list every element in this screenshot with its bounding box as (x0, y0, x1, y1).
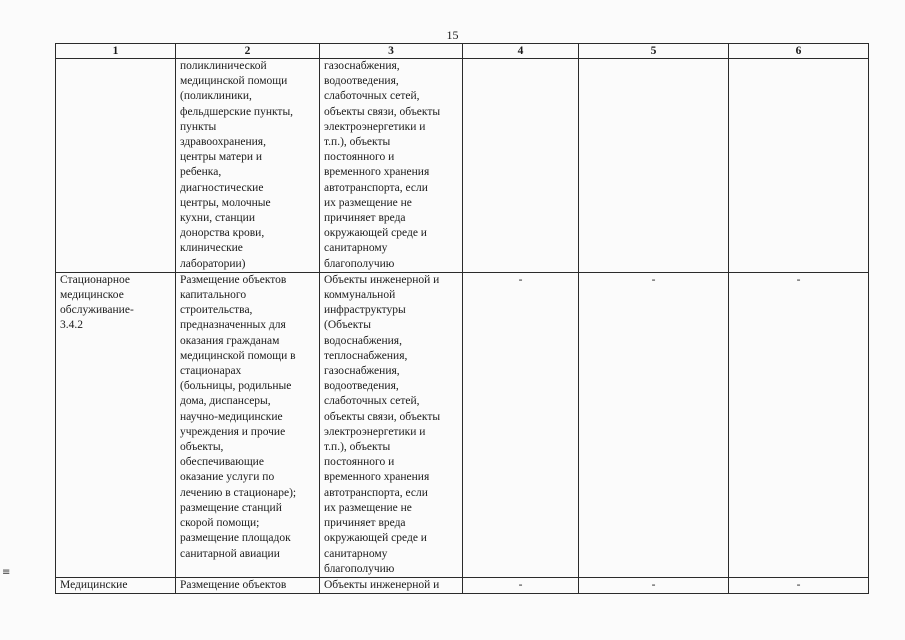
table-cell-use-type: Стационарное медицинское обслуживание- 3.4.2 (56, 272, 176, 577)
column-header-5: 5 (579, 44, 729, 59)
table-cell-col4: - (463, 272, 579, 577)
column-header-2: 2 (176, 44, 320, 59)
table-cell-col6: - (729, 577, 869, 593)
column-header-4: 4 (463, 44, 579, 59)
table-cell-col5 (579, 59, 729, 273)
regulations-table (55, 43, 869, 594)
table-cell-use-type (56, 59, 176, 273)
edge-mark: ≡ (2, 567, 11, 578)
table-cell-auxiliary: Объекты инженерной и (320, 577, 463, 593)
table-cell-col6 (729, 59, 869, 273)
column-header-3: 3 (320, 44, 463, 59)
table-row (56, 577, 869, 593)
table-cell-description: поликлинической медицинской помощи (поликлиники, фельдшерские пункты, пункты здравоохранения, центры матери и ребенка, диагностические центры, молочные кухни, станции донорства крови, клинические лаборатории) (176, 59, 320, 273)
table-cell-auxiliary: газоснабжения, водоотведения, слаботочных сетей, объекты связи, объекты электроэнергетики и т.п.), объекты постоянного и временного хранения автотранспорта, если их размещение не причиняет вреда окружающей среде и санитарному благополучию (320, 59, 463, 273)
table-cell-col5: - (579, 272, 729, 577)
table-cell-col6: - (729, 272, 869, 577)
table-cell-col4 (463, 59, 579, 273)
table-cell-description: Размещение объектов (176, 577, 320, 593)
page-number: 15 (446, 28, 459, 42)
table-row (56, 59, 869, 273)
table-header-row (56, 44, 869, 59)
table-cell-col5: - (579, 577, 729, 593)
table-cell-use-type: Медицинские (56, 577, 176, 593)
table-cell-col4: - (463, 577, 579, 593)
column-header-1: 1 (56, 44, 176, 59)
table-cell-auxiliary: Объекты инженерной и коммунальной инфраструктуры (Объекты водоснабжения, теплоснабжения, газоснабжения, водоотведения, слаботочных сетей, объекты связи, объекты электроэнергетики и т.п.), объекты постоянного и временного хранения автотранспорта, если их размещение не причиняет вреда окружающей среде и санитарному благополучию (320, 272, 463, 577)
column-header-6: 6 (729, 44, 869, 59)
table-cell-description: Размещение объектов капитального строительства, предназначенных для оказания гражданам медицинской помощи в стационарах (больницы, родильные дома, диспансеры, научно-медицинские учреждения и прочие объекты, обеспечивающие оказание услуги по лечению в стационаре); размещение станций скорой помощи; размещение площадок санитарной авиации (176, 272, 320, 577)
table-row (56, 272, 869, 577)
